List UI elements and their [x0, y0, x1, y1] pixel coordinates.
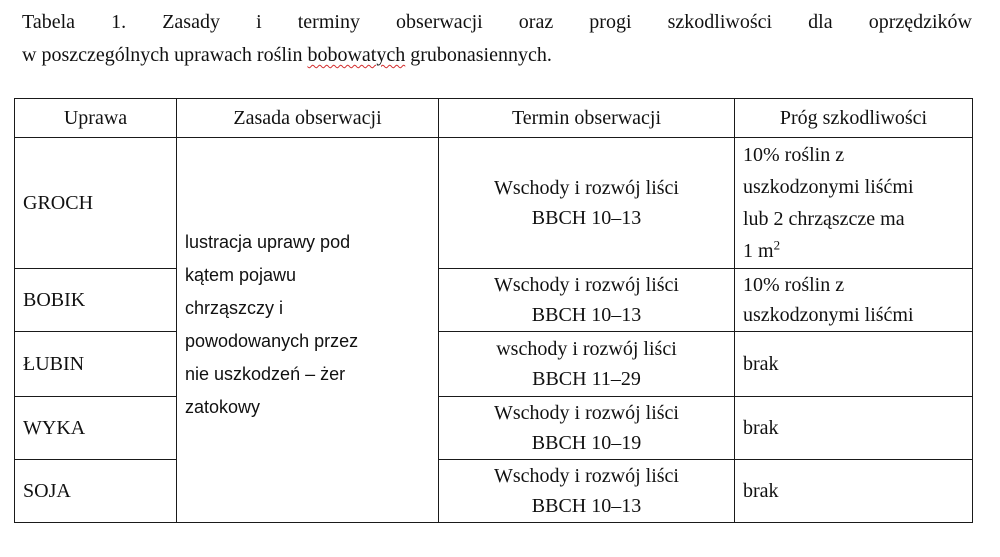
term-line: BBCH 10–13: [531, 304, 642, 326]
threshold-cell: [735, 332, 973, 397]
method-line: powodowanych przez: [185, 331, 359, 351]
caption-line-2-start: w poszczególnych uprawach roślin: [22, 44, 308, 66]
term-cell: [439, 138, 735, 269]
threshold-unit: 1 m: [743, 240, 774, 262]
term-line: Wschody i rozwój liści: [494, 465, 679, 487]
threshold-line: lub 2 chrząszcze ma: [743, 208, 905, 230]
term-line: BBCH 10–13: [531, 495, 642, 517]
header-crop: Uprawa: [15, 99, 177, 138]
table-row: [15, 397, 973, 460]
threshold-line: uszkodzonymi liśćmi: [743, 176, 914, 198]
method-text: [185, 226, 430, 424]
method-line: kątem pojawu: [185, 265, 297, 285]
crop-cell: ŁUBIN: [15, 332, 177, 397]
threshold-line: brak: [743, 353, 779, 375]
threshold-cell: [735, 269, 973, 332]
threshold-line: 10% roślin z: [743, 274, 845, 296]
table-header-row: [15, 99, 973, 138]
table-row: [15, 460, 973, 523]
term-line: BBCH 10–13: [531, 207, 642, 229]
term-line: Wschody i rozwój liści: [494, 274, 679, 296]
observation-table: [14, 98, 973, 523]
table-row: [15, 332, 973, 397]
caption-line-2: [22, 39, 972, 72]
method-line: zatokowy: [185, 397, 261, 417]
threshold-cell: [735, 460, 973, 523]
threshold-line: brak: [743, 480, 779, 502]
threshold-line: 10% roślin z: [743, 144, 845, 166]
caption-line-2-end: grubonasiennych.: [405, 44, 552, 66]
method-line: lustracja uprawy pod: [185, 232, 351, 252]
header-method: Zasada obserwacji: [177, 99, 439, 138]
spellcheck-flagged-word[interactable]: bobowatych: [307, 44, 406, 66]
table-row: [15, 269, 973, 332]
term-line: BBCH 11–29: [532, 368, 641, 390]
term-cell: [439, 460, 735, 523]
crop-cell: SOJA: [15, 460, 177, 523]
term-line: Wschody i rozwój liści: [494, 177, 679, 199]
method-cell: [177, 138, 439, 523]
crop-cell: BOBIK: [15, 269, 177, 332]
crop-cell: GROCH: [15, 138, 177, 269]
term-line: BBCH 10–19: [531, 432, 642, 454]
table-caption: [22, 6, 972, 72]
threshold-cell: [735, 397, 973, 460]
threshold-superscript: 2: [773, 237, 781, 253]
crop-cell: WYKA: [15, 397, 177, 460]
header-threshold: Próg szkodliwości: [735, 99, 973, 138]
threshold-line: uszkodzonymi liśćmi: [743, 304, 914, 326]
term-cell: [439, 397, 735, 460]
term-line: wschody i rozwój liści: [496, 338, 677, 360]
threshold-line: brak: [743, 417, 779, 439]
term-cell: [439, 332, 735, 397]
caption-line-1: Tabela 1. Zasady i terminy obserwacji oraz progi szkodliwości dla oprzędzików: [22, 11, 972, 33]
method-line: nie uszkodzeń – żer: [185, 364, 346, 384]
method-line: chrząszczy i: [185, 298, 284, 318]
table-row: [15, 138, 973, 269]
header-term: Termin obserwacji: [439, 99, 735, 138]
term-cell: [439, 269, 735, 332]
term-line: Wschody i rozwój liści: [494, 402, 679, 424]
threshold-line: [743, 235, 964, 267]
threshold-cell: [735, 138, 973, 269]
